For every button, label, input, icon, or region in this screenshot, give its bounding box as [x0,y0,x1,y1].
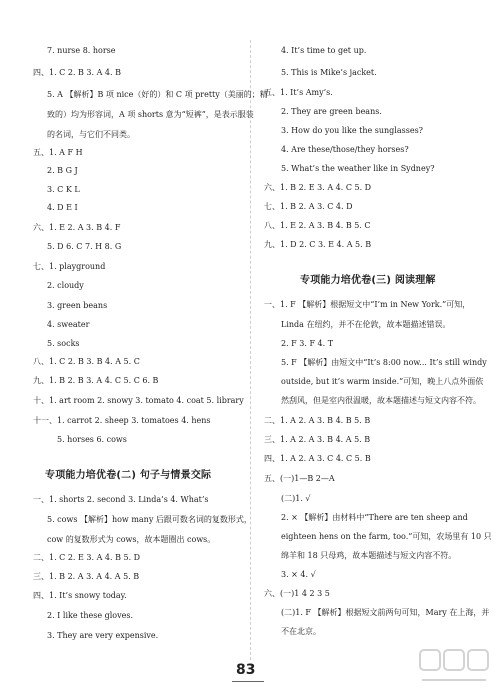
page-number: 83 [236,662,256,678]
answer-line: 5. F 【解析】由短文中“It’s 8:00 now... It’s still windy [281,358,487,367]
answer-line: 5. A 【解析】B 项 nice（好的）和 C 项 pretty（美丽的；精 [47,90,268,99]
answer-line: 八、1. E 2. A 3. B 4. B 5. C [264,221,371,230]
answer-line: 三、1. B 2. A 3. A 4. A 5. B [33,572,140,581]
answer-line: 不在北京。 [281,627,321,636]
answer-line: 7. nurse 8. horse [47,46,116,55]
answer-line: outside, but it’s warm inside.”可知，晚上八点外面依 [281,377,484,386]
answer-line: 2. I like these gloves. [47,611,134,620]
answer-line: 2. cloudy [47,281,84,290]
answer-line: 5. This is Mike’s jacket. [281,68,377,77]
answer-line: 二、1. C 2. E 3. A 4. B 5. D [33,553,141,562]
answer-line: 4. Are these/those/they horses? [281,145,409,154]
watermark-logo [418,648,490,686]
answer-line: 4. It’s time to get up. [281,46,367,55]
answer-line: 2. B G J [47,166,78,175]
answer-line: 3. They are very expensive. [47,631,159,640]
answer-line: 一、1. shorts 2. second 3. Linda’s 4. What’s [33,495,209,504]
answer-line: 致的）均为形容词，A 项 shorts 意为“短裤”，是表示服装 [47,110,254,119]
answer-line: 2. F 3. F 4. T [281,339,334,348]
answer-line: 4. D E I [47,203,78,212]
column-divider [250,40,251,660]
answer-line: 2. They are green beans. [281,107,382,116]
answer-line: 2. × 【解析】由材料中“There are ten sheep and [281,513,468,522]
answer-line: cow 的复数形式为 cows，故本题圈出 cows。 [47,535,216,544]
answer-line: 六、1. B 2. E 3. A 4. C 5. D [264,183,372,192]
answer-line: 三、1. A 2. A 3. B 4. A 5. B [264,435,371,444]
answer-line: 然刮风，但是室内很温暖，故本题描述与短文内容不符。 [281,396,481,405]
answer-line: 十一、1. carrot 2. sheep 3. tomatoes 4. hens [33,416,211,425]
answer-line: 3. green beans [47,301,108,310]
answer-line: 五、(一)1—B 2—A [264,474,335,483]
answer-line: 四、1. It’s snowy today. [33,591,127,600]
answer-line: 六、(一)1 4 2 3 5 [264,589,330,598]
answer-line: 5. horses 6. cows [57,435,127,444]
answer-line: 九、1. D 2. C 3. E 4. A 5. B [264,240,372,249]
answer-line: eighteen hens on the farm, too.”可知，农场里有 10 只 [281,532,492,541]
answer-line: 六、1. E 2. A 3. B 4. F [33,223,121,232]
answer-line: 3. How do you like the sunglasses? [281,126,423,135]
answer-line: 五、1. A F H [33,148,83,157]
answer-line: 二、1. A 2. A 3. B 4. B 5. B [264,416,371,425]
answer-line: Linda 在纽约，并不在伦敦，故本题描述错误。 [281,320,451,329]
answer-line: (二)1. √ [281,494,311,503]
answer-line: 七、1. B 2. A 3. C 4. D [264,202,353,211]
answer-line: 的名词，与它们不同类。 [47,130,135,139]
answer-line: 十、1. art room 2. snowy 3. tomato 4. coat 5. library [33,396,244,405]
answer-line: 一、1. F 【解析】根据短文中“I’m in New York.”可知， [264,300,471,309]
answer-line: 四、1. C 2. B 3. A 4. B [33,68,121,77]
answer-line: 5. What’s the weather like in Sydney? [281,164,435,173]
answer-line: 四、1. A 2. A 3. C 4. C 5. B [264,454,371,463]
answer-line: 4. sweater [47,320,90,329]
answer-line: 绵羊和 18 只母鸡，故本题描述与短文内容不符。 [281,551,457,560]
answer-line: (二)1. F 【解析】根据短文前两句可知，Mary 在上海，并 [281,608,490,617]
answer-line: 5. cows 【解析】how many 后跟可数名词的复数形式， [47,515,252,524]
answer-line: 5. D 6. C 7. H 8. G [47,242,122,251]
answer-line: 3. × 4. √ [281,570,316,579]
page-number-underline [232,681,264,682]
answer-line: 5. socks [47,339,80,348]
section-title: 专项能力培优卷(三) 阅读理解 [300,275,436,286]
answer-line: 七、1. playground [33,262,106,271]
answer-line: 八、1. C 2. B 3. B 4. A 5. C [33,357,140,366]
answer-line: 五、1. It’s Amy’s. [264,88,333,97]
section-title: 专项能力培优卷(二) 句子与情景交际 [45,470,212,481]
answer-line: 九、1. B 2. B 3. A 4. C 5. C 6. B [33,376,159,385]
answer-line: 3. C K L [47,185,80,194]
